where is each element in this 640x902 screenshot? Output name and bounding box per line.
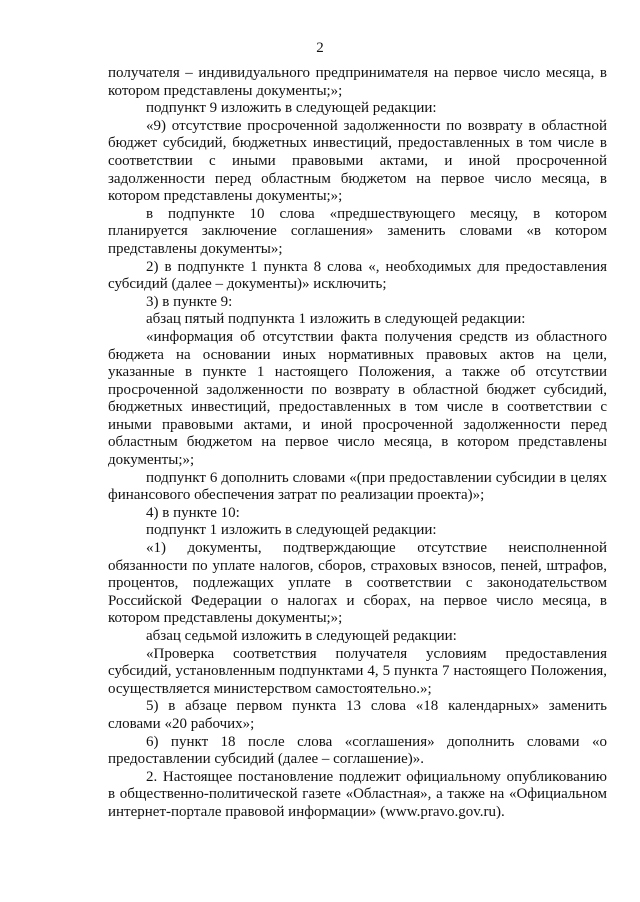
paragraph: 3) в пункте 9: bbox=[146, 293, 233, 310]
paragraph: 5) в абзаце первом пункта 13 слова «18 календарных» заменить словами «20 рабочих»; bbox=[108, 698, 607, 732]
page-number: 2 bbox=[316, 40, 324, 56]
document-body bbox=[108, 65, 607, 822]
paragraph: «1) документы, подтверждающие отсутствие неисполненной обязанности по уплате налогов, сборов, страховых взносов, пеней, штрафов, процентов, подлежащих уплате в соответствии с законодательством Российской Федерации о налогах и сборах, на первое число месяца, в котором представлены документы;»; bbox=[108, 540, 607, 627]
paragraph: подпункт 9 изложить в следующей редакции: bbox=[146, 100, 437, 117]
paragraph: подпункт 1 изложить в следующей редакции: bbox=[146, 522, 437, 539]
paragraph: абзац седьмой изложить в следующей редакции: bbox=[146, 628, 457, 644]
paragraph: 2) в подпункте 1 пункта 8 слова «, необходимых для предоставления субсидий (далее – документы)» исключить; bbox=[108, 258, 607, 293]
paragraph: «9) отсутствие просроченной задолженности по возврату в областной бюджет субсидий, бюджетных инвестиций, предоставленных в том числе в соответствии с иными правовыми актами, и иной просроченной задолженности перед областным бюджетом на первое число месяца, в котором представлены документы;»; bbox=[108, 117, 607, 205]
paragraph: получателя – индивидуального предпринимателя на первое число месяца, в котором представлены документы;»; bbox=[108, 65, 607, 99]
paragraph: в подпункте 10 слова «предшествующего месяцу, в котором планируется заключение соглашения» заменить словами «в котором представлены документы»; bbox=[108, 205, 607, 257]
paragraph: 6) пункт 18 после слова «соглашения» дополнить словами «о предоставлении субсидий (далее – соглашение)». bbox=[108, 733, 607, 768]
paragraph: «Проверка соответствия получателя условиям предоставления субсидий, установленным подпунктами 4, 5 пункта 7 настоящего Положения, осуществляется министерством самостоятельно.»; bbox=[108, 645, 607, 697]
paragraph: подпункт 6 дополнить словами «(при предоставлении субсидии в целях финансового обеспечения затрат по реализации проекта)»; bbox=[108, 469, 607, 504]
paragraph: абзац пятый подпункта 1 изложить в следующей редакции: bbox=[146, 311, 526, 328]
paragraph: 2. Настоящее постановление подлежит официальному опубликованию в общественно-политической газете «Областная», а также на «Официальном интернет-портале правовой информации» (www.pravo.gov.ru). bbox=[108, 768, 607, 820]
paragraph: «информация об отсутствии факта получения средств из областного бюджета на основании иных нормативных правовых актов на цели, указанные в пункте 1 настоящего Положения, а также об отсутствии просроченной задолженности по возврату в областной бюджет субсидий, бюджетных инвестиций, предоставленных в том числе в соответствии с иными правовыми актами, и иной просроченной задолженности перед областным бюджетом на первое число месяца, в котором представлены документы;»; bbox=[108, 328, 607, 469]
paragraph: 4) в пункте 10: bbox=[146, 504, 240, 521]
